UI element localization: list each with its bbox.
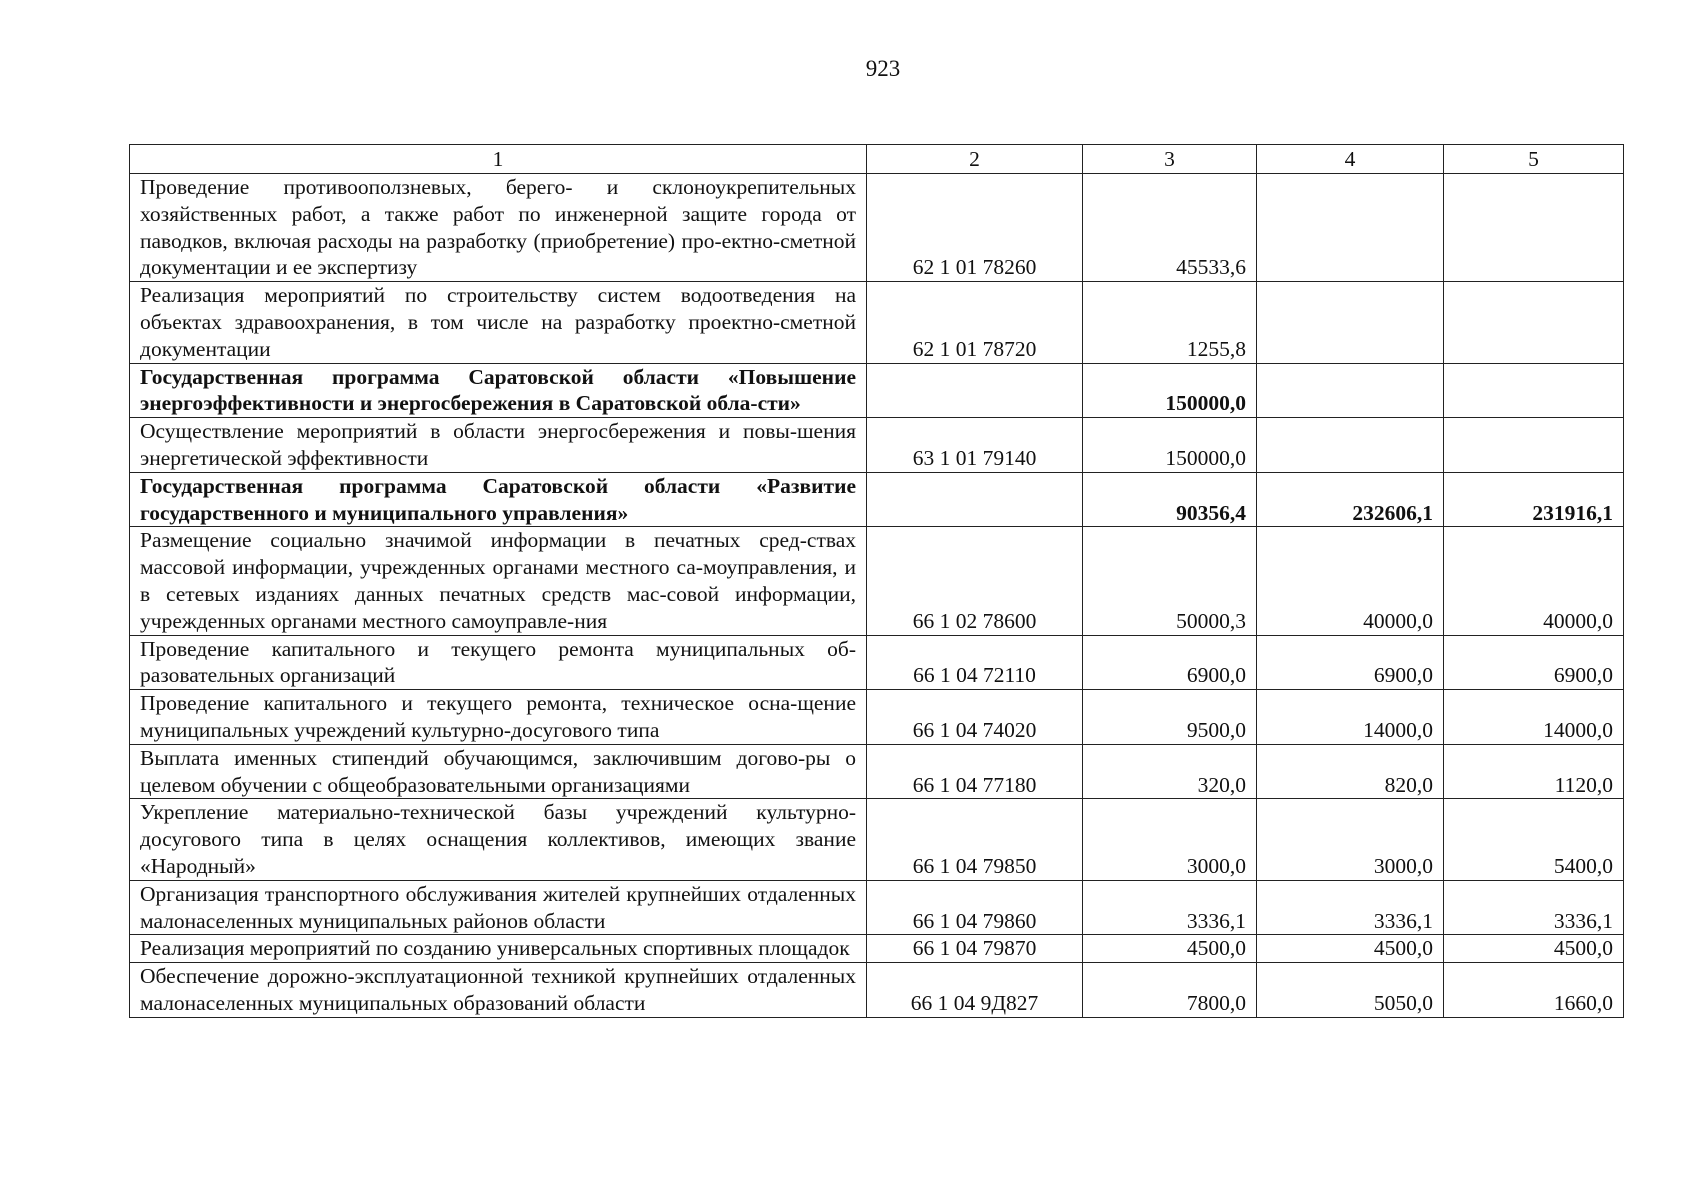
page-number: 923: [865, 56, 901, 81]
row-value-col4-cell: [1257, 418, 1444, 473]
row-value-col4-cell: 14000,0: [1257, 690, 1444, 745]
table-row: [130, 418, 1624, 473]
table-row: [130, 744, 1624, 799]
row-value-col4-cell: 232606,1: [1257, 472, 1444, 527]
row-value-col5-cell: 6900,0: [1444, 635, 1624, 690]
row-value-col5-cell: 1120,0: [1444, 744, 1624, 799]
row-name-cell: Организация транспортного обслуживания жителей крупнейших отдаленных малонаселенных муниципальных районов области: [130, 880, 867, 935]
table-header-row: [130, 145, 1624, 174]
row-value-col3-cell: 9500,0: [1083, 690, 1257, 745]
row-code-cell: 66 1 04 79860: [867, 880, 1083, 935]
row-value-col3-cell: 90356,4: [1083, 472, 1257, 527]
row-name-cell: Осуществление мероприятий в области энергосбережения и повы-шения энергетической эффективности: [130, 418, 867, 473]
row-value-col3-cell: 150000,0: [1083, 363, 1257, 418]
row-name-cell: Проведение капитального и текущего ремонта, техническое осна-щение муниципальных учреждений культурно-досугового типа: [130, 690, 867, 745]
row-code-cell: 66 1 04 79850: [867, 799, 1083, 880]
row-value-col4-cell: 6900,0: [1257, 635, 1444, 690]
table-row: [130, 282, 1624, 363]
row-value-col3-cell: 50000,3: [1083, 527, 1257, 635]
row-value-col3-cell: 150000,0: [1083, 418, 1257, 473]
row-value-col5-cell: 14000,0: [1444, 690, 1624, 745]
row-value-col4-cell: 820,0: [1257, 744, 1444, 799]
row-value-col5-cell: 4500,0: [1444, 935, 1624, 963]
row-value-col3-cell: 3000,0: [1083, 799, 1257, 880]
column-header-5: 5: [1444, 145, 1624, 174]
column-header-1: 1: [130, 145, 867, 174]
row-code-cell: 66 1 02 78600: [867, 527, 1083, 635]
table-row: [130, 935, 1624, 963]
row-name-cell: Проведение капитального и текущего ремонта муниципальных об-разовательных организаций: [130, 635, 867, 690]
row-value-col4-cell: [1257, 282, 1444, 363]
budget-table: [129, 144, 1624, 1018]
row-code-cell: 66 1 04 9Д827: [867, 963, 1083, 1018]
table-row: [130, 174, 1624, 282]
row-value-col3-cell: 320,0: [1083, 744, 1257, 799]
table-row: [130, 363, 1624, 418]
row-value-col3-cell: 6900,0: [1083, 635, 1257, 690]
row-value-col3-cell: 3336,1: [1083, 880, 1257, 935]
row-code-cell: [867, 472, 1083, 527]
row-value-col5-cell: [1444, 363, 1624, 418]
row-name-cell: Выплата именных стипендий обучающимся, заключившим догово-ры о целевом обучении с общеобразовательными организациями: [130, 744, 867, 799]
table-row: [130, 635, 1624, 690]
row-value-col4-cell: 4500,0: [1257, 935, 1444, 963]
row-name-cell: Государственная программа Саратовской области «Развитие государственного и муниципального управления»: [130, 472, 867, 527]
row-code-cell: 62 1 01 78260: [867, 174, 1083, 282]
row-code-cell: [867, 363, 1083, 418]
row-name-cell: Обеспечение дорожно-эксплуатационной техникой крупнейших отдаленных малонаселенных муниципальных образований области: [130, 963, 867, 1018]
row-code-cell: 63 1 01 79140: [867, 418, 1083, 473]
table-row: [130, 880, 1624, 935]
row-value-col5-cell: [1444, 174, 1624, 282]
row-code-cell: 66 1 04 77180: [867, 744, 1083, 799]
row-name-cell: Проведение противооползневых, берего- и склоноукрепительных хозяйственных работ, а также работ по инженерной защите города от паводков, включая расходы на разработку (приобретение) про-ектно-сметной документации и ее экспертизу: [130, 174, 867, 282]
row-value-col5-cell: 1660,0: [1444, 963, 1624, 1018]
table-row: [130, 690, 1624, 745]
row-code-cell: 66 1 04 72110: [867, 635, 1083, 690]
table-row: [130, 963, 1624, 1018]
row-code-cell: 66 1 04 79870: [867, 935, 1083, 963]
table-row: [130, 527, 1624, 635]
row-name-cell: Реализация мероприятий по созданию универсальных спортивных площадок: [130, 935, 867, 963]
column-header-2: 2: [867, 145, 1083, 174]
column-header-4: 4: [1257, 145, 1444, 174]
row-value-col5-cell: [1444, 418, 1624, 473]
row-code-cell: 66 1 04 74020: [867, 690, 1083, 745]
row-value-col4-cell: [1257, 363, 1444, 418]
row-value-col4-cell: 3336,1: [1257, 880, 1444, 935]
row-value-col3-cell: 45533,6: [1083, 174, 1257, 282]
column-header-3: 3: [1083, 145, 1257, 174]
row-value-col3-cell: 4500,0: [1083, 935, 1257, 963]
row-value-col4-cell: 3000,0: [1257, 799, 1444, 880]
row-value-col3-cell: 7800,0: [1083, 963, 1257, 1018]
row-name-cell: Государственная программа Саратовской области «Повышение энергоэффективности и энергосбережения в Саратовской обла-сти»: [130, 363, 867, 418]
row-value-col5-cell: 3336,1: [1444, 880, 1624, 935]
row-value-col5-cell: [1444, 282, 1624, 363]
row-value-col4-cell: [1257, 174, 1444, 282]
row-value-col4-cell: 40000,0: [1257, 527, 1444, 635]
row-value-col3-cell: 1255,8: [1083, 282, 1257, 363]
row-name-cell: Укрепление материально-технической базы учреждений культурно-досугового типа в целях оснащения коллективов, имеющих звание «Народный»: [130, 799, 867, 880]
row-name-cell: Реализация мероприятий по строительству систем водоотведения на объектах здравоохранения, в том числе на разработку проектно-сметной документации: [130, 282, 867, 363]
row-code-cell: 62 1 01 78720: [867, 282, 1083, 363]
table-row: [130, 472, 1624, 527]
table-row: [130, 799, 1624, 880]
row-value-col5-cell: 40000,0: [1444, 527, 1624, 635]
row-value-col5-cell: 5400,0: [1444, 799, 1624, 880]
row-value-col5-cell: 231916,1: [1444, 472, 1624, 527]
row-value-col4-cell: 5050,0: [1257, 963, 1444, 1018]
row-name-cell: Размещение социально значимой информации в печатных сред-ствах массовой информации, учрежденных органами местного са-моуправления, и в сетевых изданиях данных печатных средств мас-совой информации, учрежденных органами местного самоуправле-ния: [130, 527, 867, 635]
